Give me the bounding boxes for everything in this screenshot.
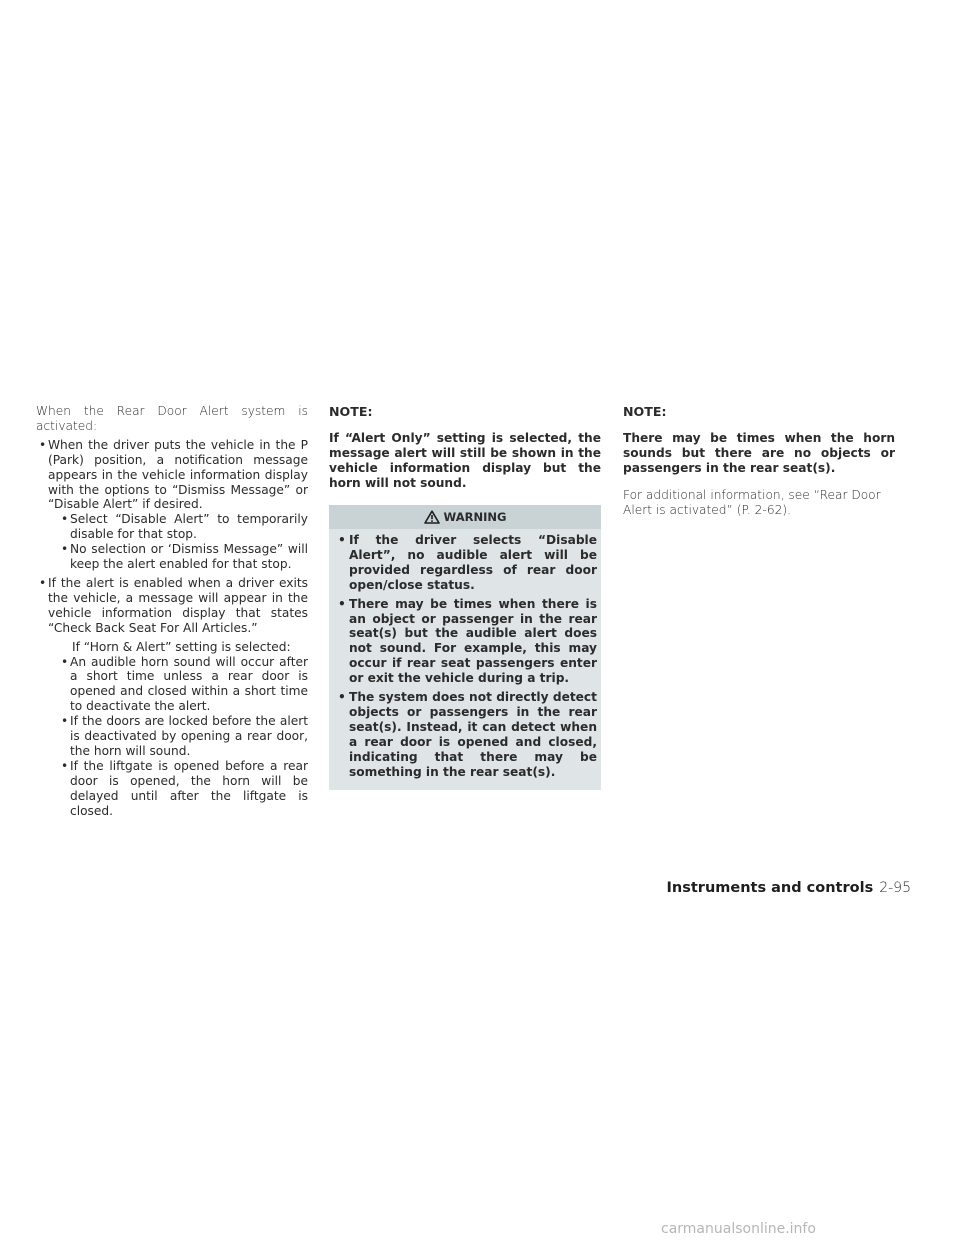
warning-box bbox=[329, 505, 601, 790]
note-body: There may be times when the horn sounds but there are no objects or passengers in the rear seat(s). bbox=[623, 431, 895, 475]
sub-bullet-dismiss: • No selection or ‘Dismiss Message” will keep the alert enabled for that stop. bbox=[48, 542, 308, 572]
bullet-text: When the driver puts the vehicle in the P (Park) position, a notification message appears in the vehicle information display with the options to “Dismiss Message” or “Disable Alert” if desired. bbox=[48, 437, 308, 512]
page-number: 2-95 bbox=[879, 880, 911, 896]
warning-item: • The system does not directly detect objects or passengers in the rear seat(s). Instead, it can detect when a rear door is opened and closed, indicating that there may be something in the rear seat(s). bbox=[329, 690, 597, 779]
alert-bullets bbox=[36, 438, 308, 819]
sub-bullets-park bbox=[48, 512, 308, 572]
horn-alert-condition: If “Horn & Alert” setting is selected: bbox=[72, 639, 291, 654]
middle-column bbox=[329, 404, 601, 790]
warning-title: WARNING bbox=[443, 510, 507, 524]
sub-bullet-doors-locked: • If the doors are locked before the alert is deactivated by opening a rear door, the horn will sound. bbox=[48, 714, 308, 759]
warning-list bbox=[329, 529, 601, 790]
warning-triangle-icon bbox=[424, 510, 440, 524]
section-title: Instruments and controls bbox=[666, 880, 874, 896]
intro-text: When the Rear Door Alert system is activated: bbox=[36, 404, 308, 433]
info-text: For additional information, see “Rear Door Alert is activated” (P. 2-62). bbox=[623, 488, 881, 517]
sub-bullet-liftgate: • If the liftgate is opened before a rear door is opened, the horn will be delayed until after the liftgate is closed. bbox=[48, 759, 308, 819]
sub-bullets-horn bbox=[48, 655, 308, 819]
bullet-park-position bbox=[36, 438, 308, 572]
note-body: If “Alert Only” setting is selected, the message alert will still be shown in the vehicle information display but the horn will not sound. bbox=[329, 431, 601, 490]
note-heading: NOTE: bbox=[623, 404, 667, 419]
left-column bbox=[36, 404, 308, 818]
right-column bbox=[623, 404, 895, 518]
bullet-driver-exits bbox=[36, 576, 308, 819]
note-heading: NOTE: bbox=[329, 404, 373, 419]
warning-header bbox=[329, 505, 601, 529]
watermark: carmanualsonline.info bbox=[661, 1221, 816, 1237]
warning-item: • There may be times when there is an object or passenger in the rear seat(s) but the audible alert does not sound. For example, this may occur if rear seat passengers enter or exit the vehicle during a trip. bbox=[329, 597, 597, 686]
page-footer bbox=[667, 880, 911, 896]
warning-item: • If the driver selects “Disable Alert”, no audible alert will be provided regardless of rear door open/close status. bbox=[329, 533, 597, 593]
bullet-text: If the alert is enabled when a driver exits the vehicle, a message will appear in the vehicle information display that states “Check Back Seat For All Articles.” bbox=[48, 575, 308, 635]
sub-bullet-horn-sound: • An audible horn sound will occur after a short time unless a rear door is opened and closed within a short time to deactivate the alert. bbox=[48, 655, 308, 715]
sub-bullet-disable: • Select “Disable Alert” to temporarily disable for that stop. bbox=[48, 512, 308, 542]
